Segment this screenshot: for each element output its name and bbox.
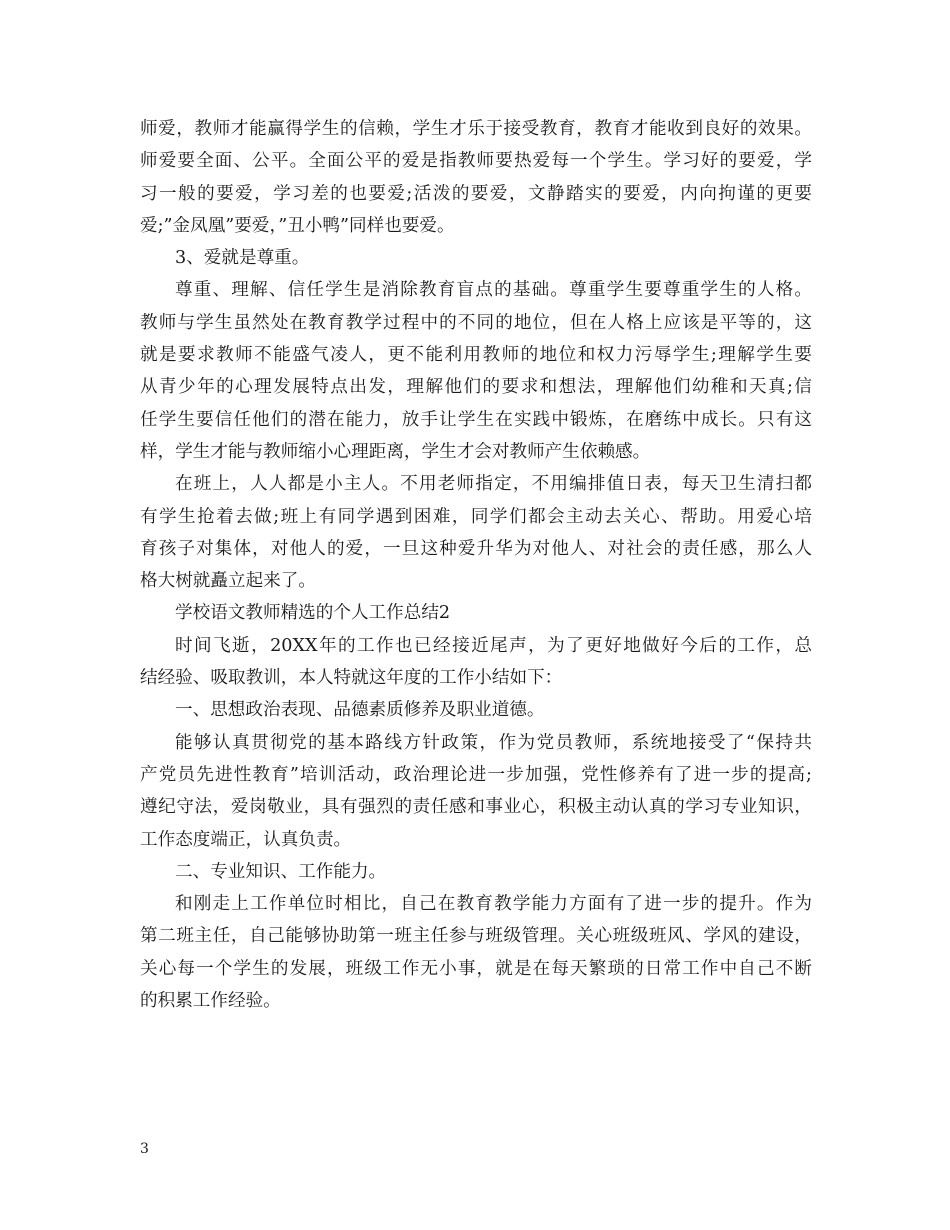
text-line: 能够认真贯彻党的基本路线方针政策，作为党员教师，系统地接受了“保持共	[175, 732, 812, 753]
text-line: 在班上，人人都是小主人。不用老师指定，不用编排值日表，每天卫生清扫都	[175, 474, 812, 495]
text-line: 关心每一个学生的发展，班级工作无小事，就是在每天繁琐的日常工作中自己不断	[140, 958, 812, 979]
text-line: 就是要求教师不能盛气凌人，更不能利用教师的地位和权力污辱学生;理解学生要	[140, 345, 812, 366]
text-line: 学校语文教师精选的个人工作总结2	[175, 603, 451, 624]
text-line: 从青少年的心理发展特点出发，理解他们的要求和想法，理解他们幼稚和天真;信	[140, 377, 812, 398]
text-line: 习一般的要爱，学习差的也要爱;活泼的要爱，文静踏实的要爱，内向拘谨的更要	[140, 183, 812, 204]
document-body	[140, 113, 812, 1017]
text-line: 结经验、吸取教训，本人特就这年度的工作小结如下：	[140, 668, 563, 689]
text-line: 师爱要全面、公平。全面公平的爱是指教师要热爱每一个学生。学习好的要爱，学	[140, 151, 812, 172]
text-line: 育孩子对集体，对他人的爱，一旦这种爱升华为对他人、对社会的责任感，那么人	[140, 538, 812, 559]
text-line: 一、思想政治表现、品德素质修养及职业道德。	[175, 700, 545, 721]
text-line: 样，学生才能与教师缩小心理距离，学生才会对教师产生依赖感。	[140, 441, 651, 462]
text-line: 爱;”金凤凰”要爱，”丑小鸭”同样也要爱。	[140, 215, 455, 236]
text-line: 任学生要信任他们的潜在能力，放手让学生在实践中锻炼，在磨练中成长。只有这	[140, 409, 812, 430]
text-line: 遵纪守法，爱岗敬业，具有强烈的责任感和事业心，积极主动认真的学习专业知识，	[140, 797, 812, 818]
text-line: 教师与学生虽然处在教育教学过程中的不同的地位，但在人格上应该是平等的，这	[140, 312, 812, 333]
text-line: 的积累工作经验。	[140, 991, 281, 1012]
text-line: 格大树就矗立起来了。	[140, 571, 316, 592]
text-line: 3、爱就是尊重。	[175, 248, 310, 269]
text-line: 产党员先进性教育”培训活动，政治理论进一步加强，党性修养有了进一步的提高;	[140, 764, 812, 785]
text-line: 和刚走上工作单位时相比，自己在教育教学能力方面有了进一步的提升。作为	[175, 894, 812, 915]
text-line: 第二班主任，自己能够协助第一班主任参与班级管理。关心班级班风、学风的建设，	[140, 926, 812, 947]
text-line: 尊重、理解、信任学生是消除教育盲点的基础。尊重学生要尊重学生的人格。	[175, 280, 812, 301]
text-line: 时间飞逝，20XX年的工作也已经接近尾声，为了更好地做好今后的工作，总	[175, 635, 812, 656]
text-line: 师爱，教师才能赢得学生的信赖，学生才乐于接受教育，教育才能收到良好的效果。	[140, 119, 812, 139]
text-line: 有学生抢着去做;班上有同学遇到困难，同学们都会主动去关心、帮助。用爱心培	[140, 506, 812, 527]
text-line: 二、专业知识、工作能力。	[175, 861, 387, 882]
page-number: 3	[140, 1141, 149, 1157]
text-line: 工作态度端正，认真负责。	[140, 829, 352, 850]
